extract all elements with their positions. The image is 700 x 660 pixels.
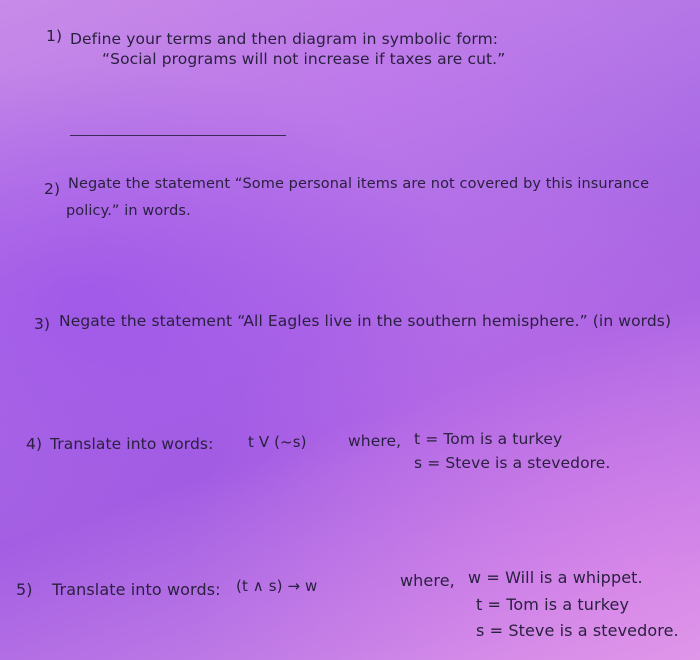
q1-statement: “Social programs will not increase if taxes are cut.” <box>102 50 506 68</box>
q5-def1: w = Will is a whippet. <box>468 568 643 587</box>
q4-def1: t = Tom is a turkey <box>414 430 563 448</box>
q1-number: 1) <box>46 27 63 45</box>
q5-expression: (t ∧ s) → w <box>236 577 318 595</box>
q3-number: 3) <box>34 315 51 333</box>
q4-def2: s = Steve is a stevedore. <box>414 454 611 472</box>
q2-line1: Negate the statement “Some personal items are not covered by this insurance <box>68 176 650 192</box>
q3-text: Negate the statement “All Eagles live in the southern hemisphere.” (in words) <box>59 312 672 330</box>
q1-answer-line <box>70 135 286 136</box>
q5-def3: s = Steve is a stevedore. <box>476 621 679 640</box>
q5-def2: t = Tom is a turkey <box>476 595 630 614</box>
q2-number: 2) <box>44 180 61 198</box>
q1-prompt: Define your terms and then diagram in symbolic form: <box>70 30 499 48</box>
q5-number: 5) <box>16 580 33 599</box>
q4-number: 4) <box>26 435 43 453</box>
q5-where: where, <box>400 571 455 590</box>
q2-line2: policy.” in words. <box>66 203 191 219</box>
q4-expression: t V (~s) <box>248 433 307 451</box>
q4-where: where, <box>348 432 402 450</box>
q4-prompt: Translate into words: <box>50 435 214 453</box>
q5-prompt: Translate into words: <box>52 580 221 599</box>
